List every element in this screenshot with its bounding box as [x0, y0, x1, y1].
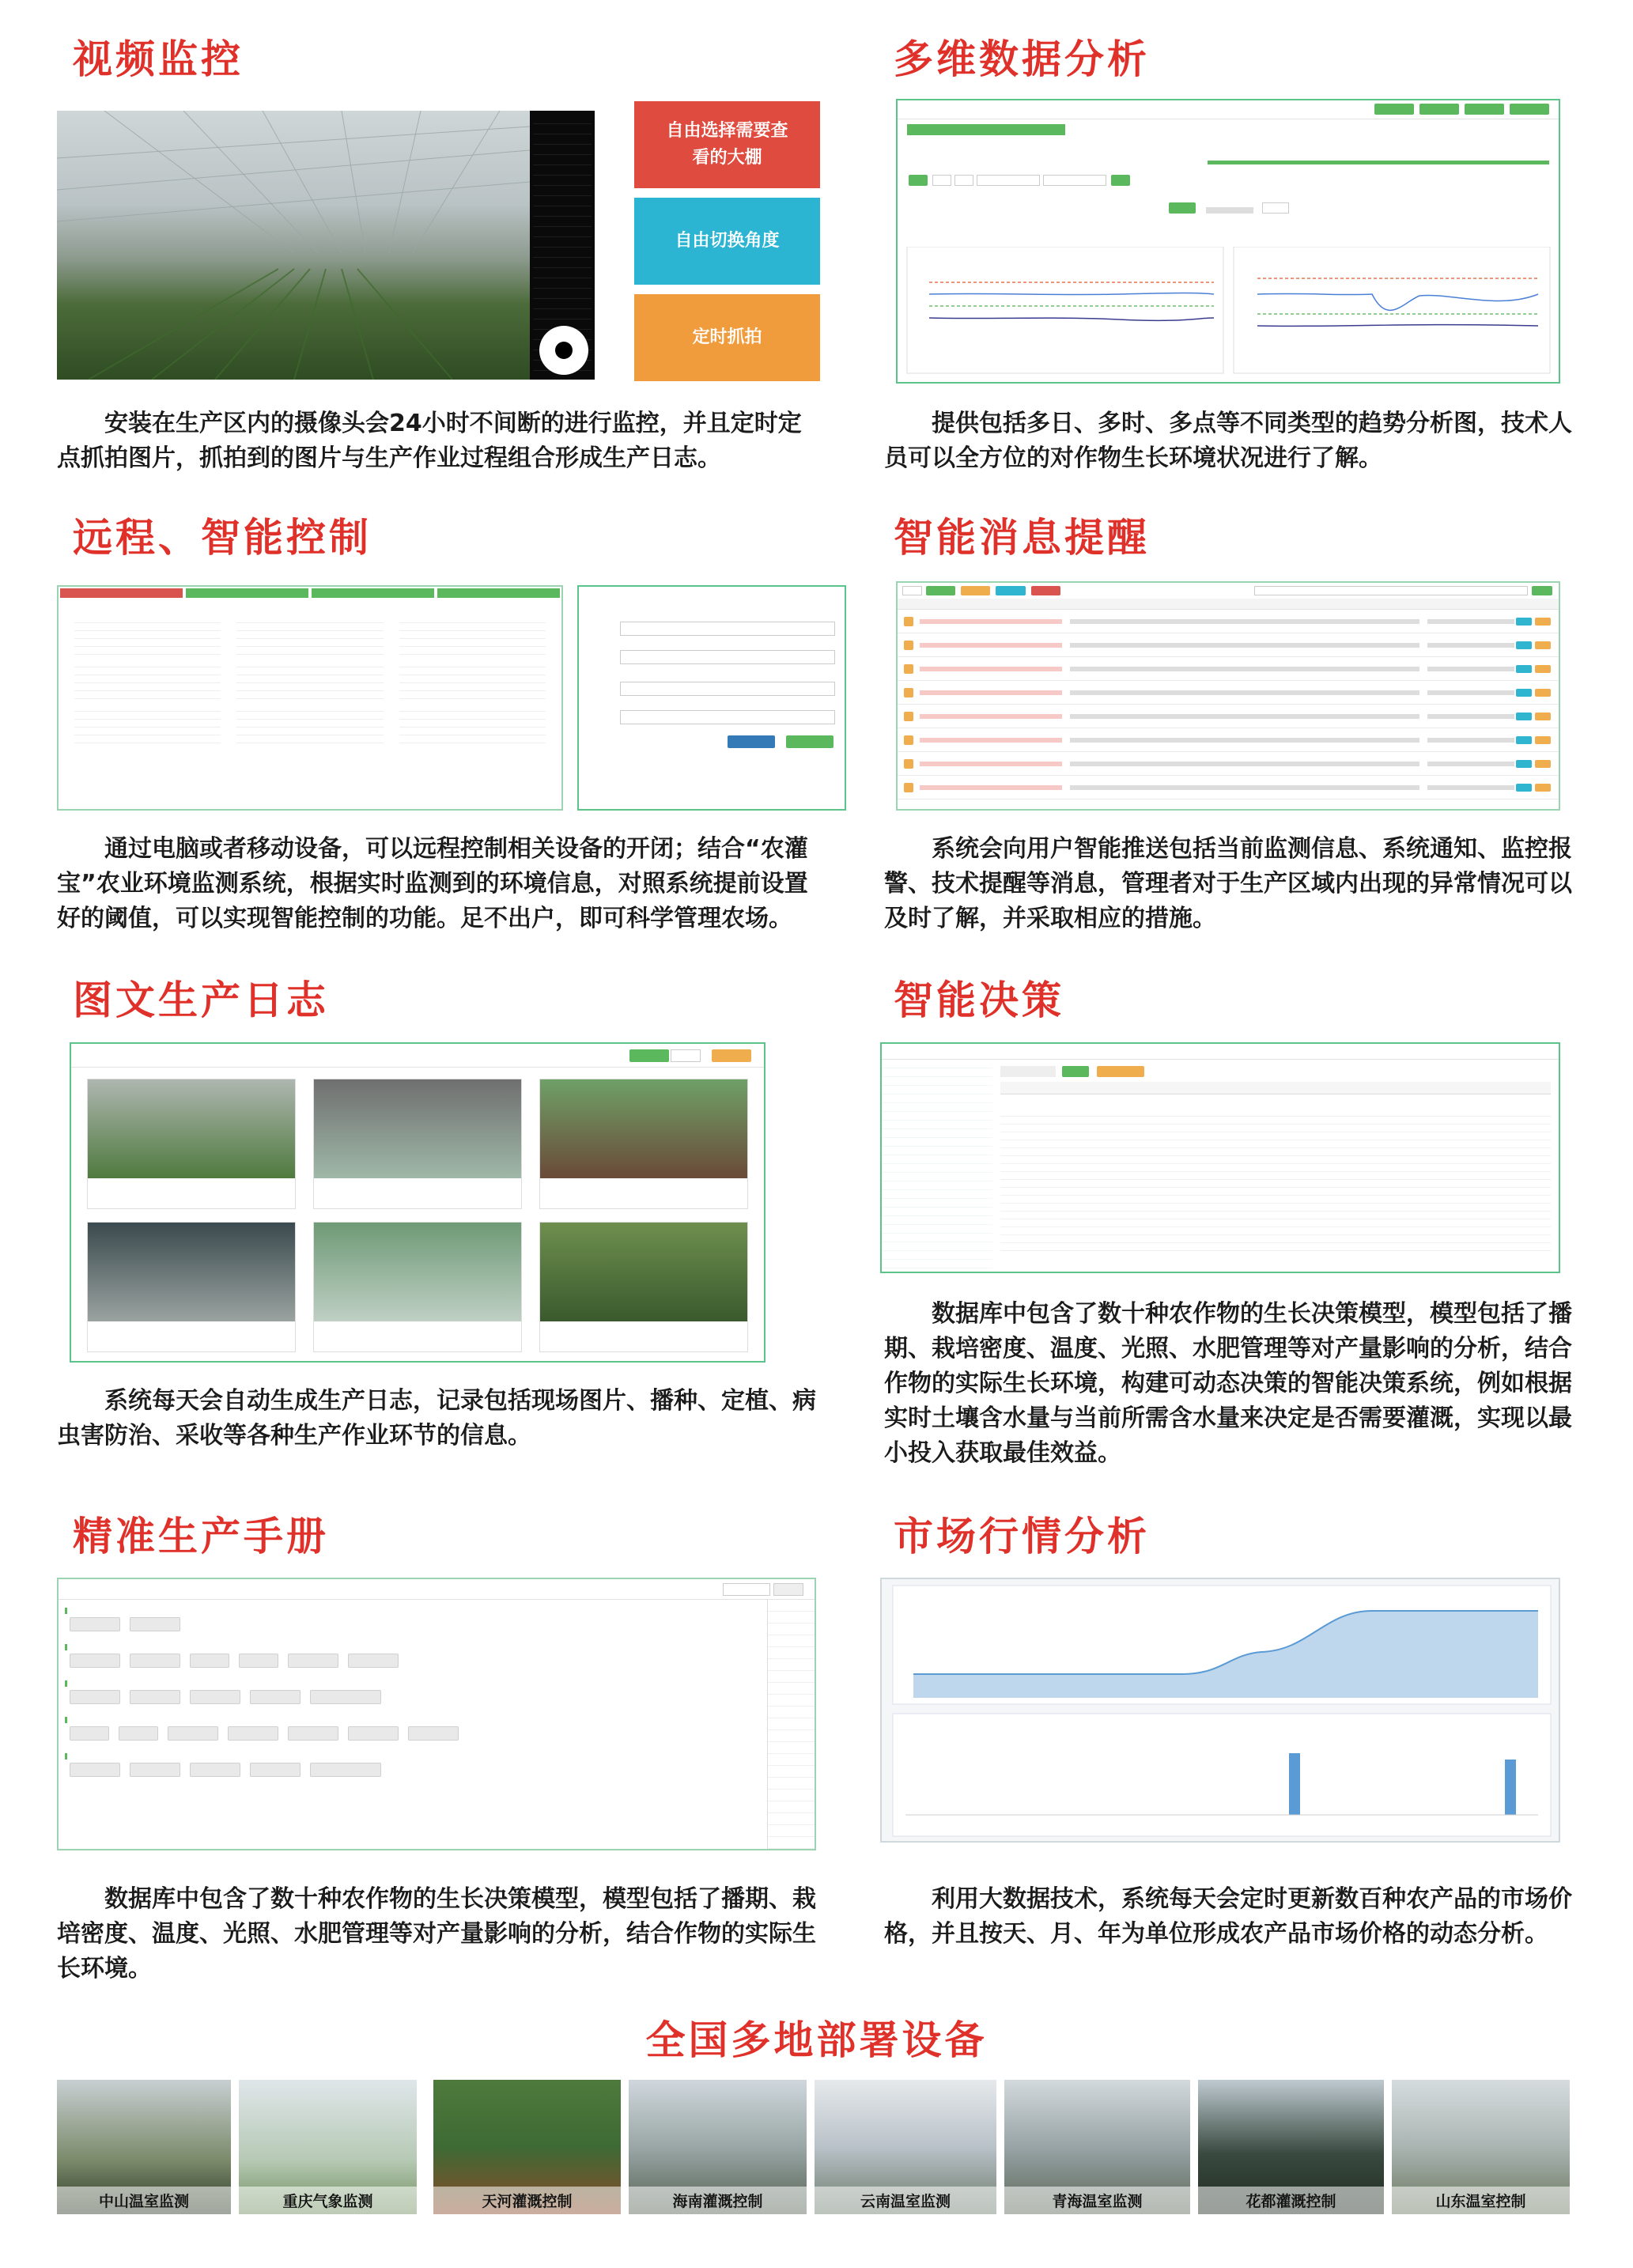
deploy-label: 中山温室监测: [57, 2187, 231, 2214]
video-topbar: [57, 99, 595, 111]
manual-section-title: 精准生产手册: [73, 1514, 329, 1559]
deploy-photo-1: [57, 2080, 231, 2214]
threshold-save-button[interactable]: [728, 735, 775, 748]
log-toolbar: [71, 1044, 764, 1068]
remote-zone-tabs[interactable]: [59, 587, 561, 599]
deploy-label: 山东温室控制: [1392, 2187, 1570, 2214]
message-row[interactable]: [898, 728, 1559, 752]
log-card[interactable]: [539, 1079, 748, 1209]
analysis-tab-active[interactable]: [907, 124, 1065, 135]
decision-crop-tree[interactable]: [882, 1060, 992, 1273]
timed-capture-button[interactable]: 定时抓拍: [634, 294, 820, 381]
analysis-progress: [907, 140, 1549, 172]
analysis-filter-bar[interactable]: [907, 175, 1549, 186]
log-card[interactable]: [313, 1222, 522, 1352]
deploy-label: 天河灌溉控制: [433, 2187, 621, 2214]
deploy-photo-6: [1004, 2080, 1190, 2214]
deploy-photo-5: [815, 2080, 996, 2214]
deploy-photo-4: [629, 2080, 807, 2214]
select-greenhouse-button[interactable]: 自由选择需要查看的大棚: [634, 101, 820, 188]
video-section-title: 视频监控: [73, 36, 244, 82]
log-section-title: 图文生产日志: [73, 977, 329, 1023]
threshold-field-4[interactable]: [620, 710, 835, 724]
analysis-date-nav[interactable]: [898, 202, 1559, 217]
deploy-label: 重庆气象监测: [239, 2187, 417, 2214]
deploy-photo-7: [1198, 2080, 1384, 2214]
deploy-photo-8: [1392, 2080, 1570, 2214]
deploy-label: 青海温室监测: [1004, 2187, 1190, 2214]
analysis-section-desc: 提供包括多日、多时、多点等不同类型的趋势分析图，技术人员可以全方位的对作物生长环境状况进行了解。: [884, 410, 1572, 472]
analysis-section-title: 多维数据分析: [894, 36, 1150, 82]
log-card[interactable]: [313, 1079, 522, 1209]
log-card[interactable]: [87, 1079, 296, 1209]
message-list-screenshot: [896, 581, 1560, 811]
manual-section-desc: 数据库中包含了数十种农作物的生长决策模型，模型包括了播期、栽培密度、温度、光照、水肥管理等对产量影响的分析，结合作物的实际生长环境。: [57, 1885, 816, 1983]
message-row[interactable]: [898, 776, 1559, 799]
switch-angle-button[interactable]: 自由切换角度: [634, 198, 820, 285]
market-section-desc: 利用大数据技术，系统每天会定时更新数百种农产品的市场价格，并且按天、月、年为单位形成农产品市场价格的动态分析。: [884, 1885, 1572, 1948]
deploy-title: 全国多地部署设备: [645, 2017, 988, 2063]
message-row[interactable]: [898, 633, 1559, 657]
decision-screenshot: [880, 1042, 1560, 1273]
threshold-field-2[interactable]: [620, 650, 835, 664]
message-row[interactable]: [898, 752, 1559, 776]
threshold-return-button[interactable]: [786, 735, 834, 748]
remote-section-desc: 通过电脑或者移动设备，可以远程控制相关设备的开闭；结合“农灌宝”农业环境监测系统，根据实时监测到的环境信息，对照系统提前设置好的阈值，可以实现智能控制的功能。足不出户，即可科学管理农场。: [57, 835, 808, 932]
remote-threshold-form: [577, 585, 846, 811]
manual-crop-dropdown[interactable]: [767, 1600, 815, 1850]
analysis-screenshot: [896, 99, 1560, 384]
log-section-desc: 系统每天会自动生成生产日志，记录包括现场图片、播种、定植、病虫害防治、采收等各种生产作业环节的信息。: [57, 1387, 816, 1450]
ptz-joystick[interactable]: [539, 326, 588, 375]
message-row[interactable]: [898, 610, 1559, 633]
deploy-photo-2: [239, 2080, 417, 2214]
deploy-label: 云南温室监测: [815, 2187, 996, 2214]
greenhouse-frame-lines: [57, 111, 530, 380]
log-card[interactable]: [87, 1222, 296, 1352]
remote-device-grid: [59, 599, 561, 759]
decision-model-table: [992, 1060, 1559, 1273]
log-card-grid: [71, 1068, 764, 1363]
market-section-title: 市场行情分析: [894, 1514, 1150, 1559]
deploy-label: 海南灌溉控制: [629, 2187, 807, 2214]
remote-section-title: 远程、智能控制: [73, 515, 372, 561]
decision-section-title: 智能决策: [894, 977, 1064, 1023]
analysis-breadcrumb-bar: [898, 100, 1559, 119]
message-section-title: 智能消息提醒: [894, 515, 1150, 561]
threshold-field-1[interactable]: [620, 622, 835, 636]
analysis-trend-charts: [898, 247, 1560, 381]
market-analysis-screenshot: [880, 1578, 1560, 1843]
market-price-charts: [882, 1579, 1560, 1843]
log-card[interactable]: [539, 1222, 748, 1352]
video-section-desc: 安装在生产区内的摄像头会24小时不间断的进行监控，并且定时定点抓拍图片，抓拍到的图片与生产作业过程组合形成生产日志。: [57, 410, 802, 472]
deploy-photo-3: [433, 2080, 621, 2214]
message-filter-bar[interactable]: [898, 583, 1559, 599]
message-rows: [898, 610, 1559, 799]
decision-section-desc: 数据库中包含了数十种农作物的生长决策模型，模型包括了播期、栽培密度、温度、光照、水肥管理等对产量影响的分析，结合作物的实际生长环境，构建可动态决策的智能决策系统，例如根据实时土壤含水量与当前所需含水量来决定是否需要灌溉，实现以最小投入获取最佳效益。: [884, 1300, 1572, 1467]
deploy-label: 花都灌溉控制: [1198, 2187, 1384, 2214]
message-row[interactable]: [898, 681, 1559, 705]
remote-control-screenshot: [57, 585, 563, 811]
threshold-field-3[interactable]: [620, 682, 835, 696]
message-row[interactable]: [898, 657, 1559, 681]
greenhouse-video-frame: [57, 111, 530, 380]
message-row[interactable]: [898, 705, 1559, 728]
manual-category-list: [59, 1600, 767, 1850]
message-section-desc: 系统会向用户智能推送包括当前监测信息、系统通知、监控报警、技术提醒等消息，管理者对于生产区域内出现的异常情况可以及时了解，并采取相应的措施。: [884, 835, 1572, 932]
video-screenshot: [57, 99, 595, 380]
production-manual-screenshot: [57, 1578, 816, 1850]
production-log-screenshot: [70, 1042, 765, 1363]
